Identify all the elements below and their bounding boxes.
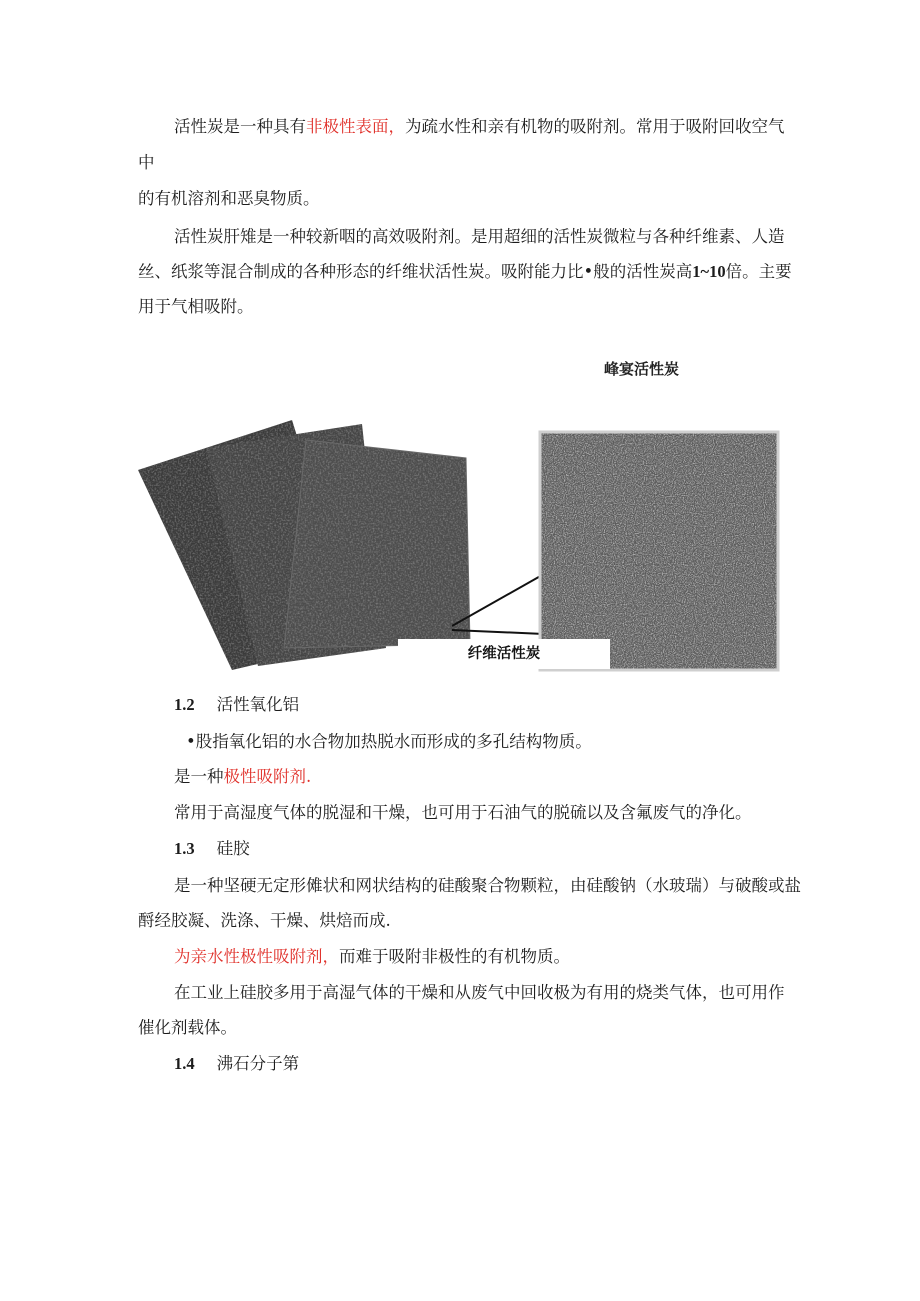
paragraph-line: 酹经胶凝、洗涤、干燥、烘焙而成.: [138, 911, 391, 930]
paragraph-line: 常用于高湿度气体的脱湿和干燥，也可用于石油气的脱硫以及含氟废气的净化。: [174, 803, 752, 822]
paragraph-line: [174, 946, 570, 968]
paragraph-line: •股指氧化铝的水合物加热脱水而形成的多孔结构物质。: [186, 732, 592, 751]
paragraph-line: 活性炭肝雉是一种较新咽的高效吸附剂。是用超细的活性炭微粒与各种纤维素、人造: [174, 227, 785, 246]
highlight-text: 极性吸附剂.: [223, 767, 312, 786]
text-span: 而难于吸附非极性的有机物质。: [339, 947, 570, 966]
section-number: 1.3: [174, 839, 195, 858]
section-heading: [174, 694, 299, 716]
text-span: 丝、纸浆等混合制成的各种形态的纤维状活性炭。吸附能力比•般的活性炭高: [138, 262, 693, 281]
paragraph-line: 在工业上硅胶多用于高湿气体的干燥和从废气中回收极为有用的烧类气体，也可用作: [174, 983, 785, 1002]
figure-title: 峰宴活性炭: [604, 360, 680, 378]
section-title: 沸石分子第: [216, 1054, 300, 1073]
paragraph-line: 催化剂载体。: [138, 1018, 237, 1037]
paragraph-line: 中: [138, 153, 155, 172]
section-number: 1.4: [174, 1054, 195, 1073]
paragraph-line: 是一种坚硬无定形傩状和网状结构的硅酸聚合物颗粒，由硅酸钠（水玻瑞）与破酸或盐: [174, 876, 801, 895]
text-span: 为疏水性和亲有机物的吸附剂。常用于吸附回收空气: [405, 117, 785, 136]
section-title: 硅胶: [216, 839, 250, 858]
text-span: 是一种: [174, 767, 224, 786]
figure-label: 纤维活性炭: [398, 639, 610, 669]
section-number: 1.2: [174, 695, 195, 714]
highlight-text: 非极性表面，: [306, 117, 405, 136]
bold-number: 1~10: [692, 262, 726, 281]
paragraph-line: [174, 766, 311, 788]
section-heading: [174, 838, 250, 860]
section-heading: [174, 1053, 299, 1075]
paragraph-line: 的有机溶剂和恶臭物质。: [138, 189, 320, 208]
text-span: 倍。主要: [725, 262, 792, 281]
section-title: 活性氧化铝: [216, 695, 300, 714]
text-span: 活性炭是一种具有: [174, 117, 306, 136]
paragraph-line: 用于气相吸附。: [138, 297, 254, 316]
highlight-text: 为亲水性极性吸附剂，: [174, 947, 339, 966]
